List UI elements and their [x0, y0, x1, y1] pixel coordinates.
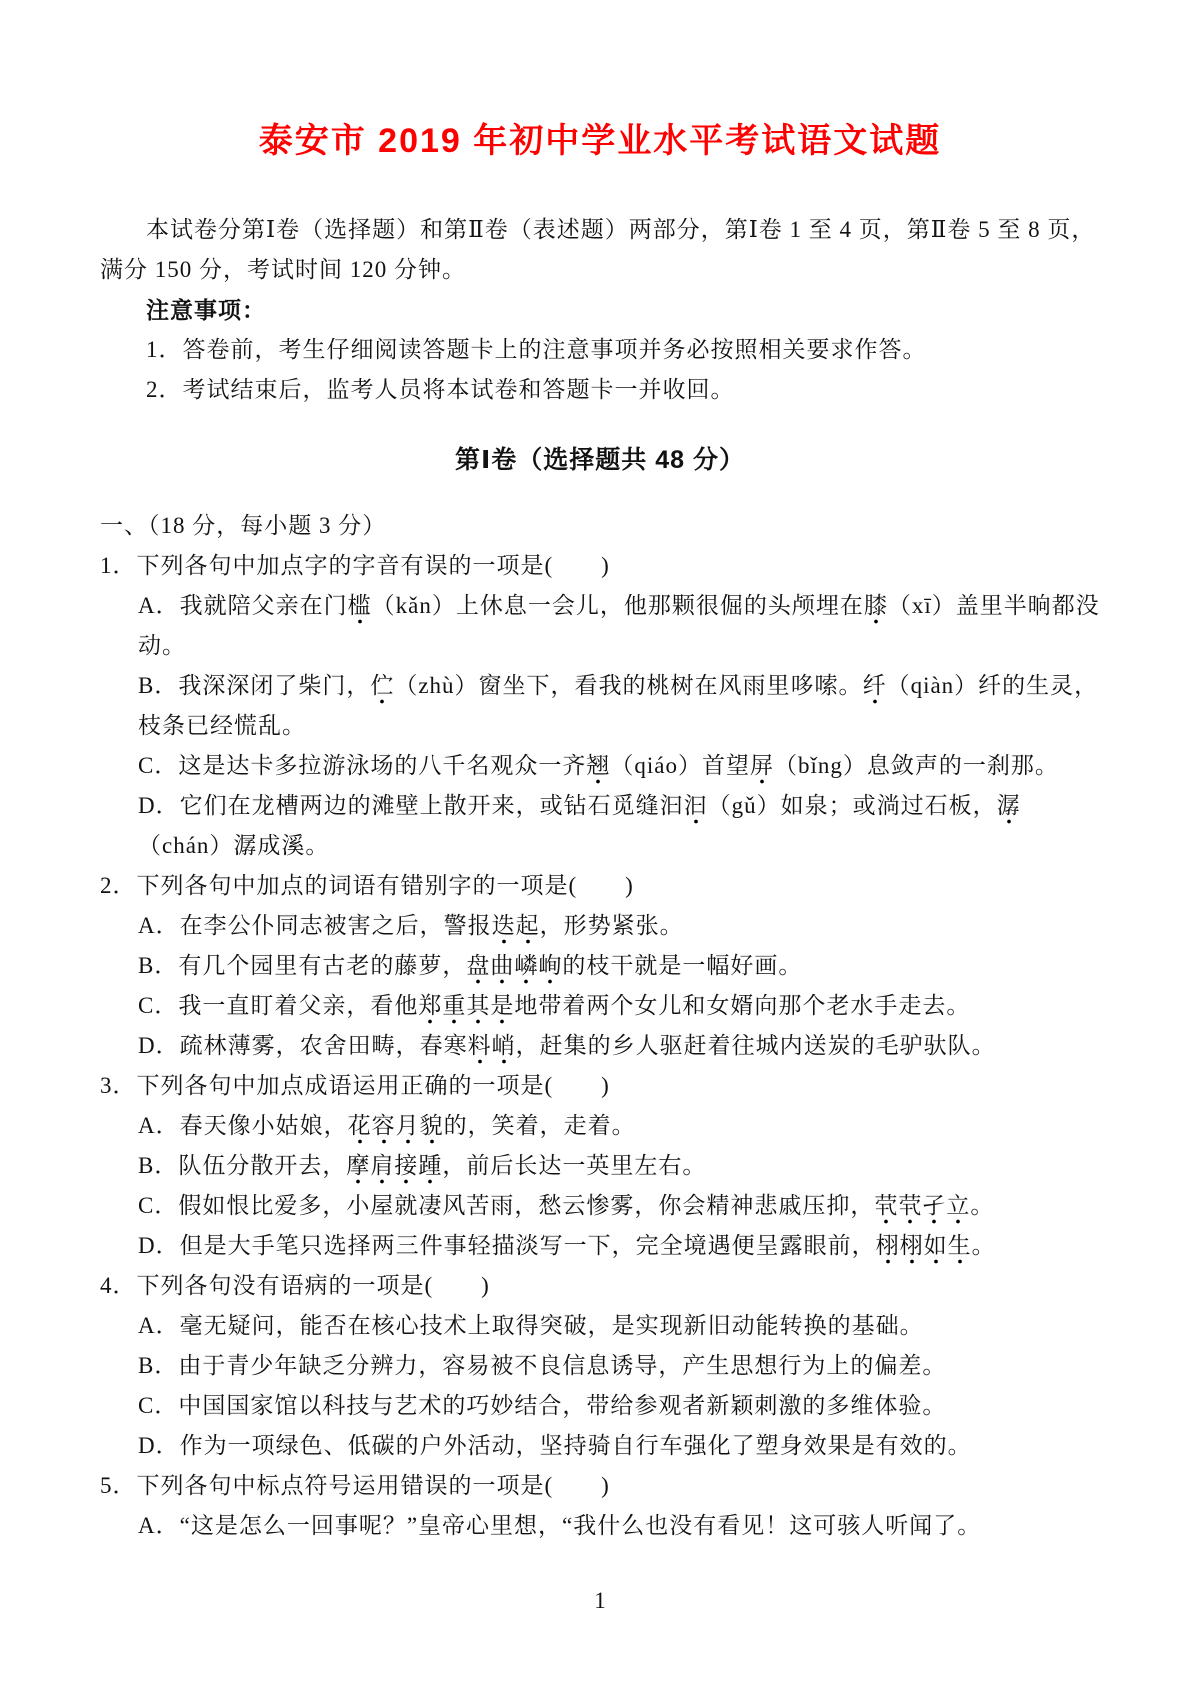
section-heading: 第Ⅰ卷（选择题共 48 分）	[454, 446, 745, 474]
question	[100, 1266, 1100, 1466]
question-option: B．队伍分散开去，摩肩接踵，前后长达一英里左右。	[138, 1146, 1100, 1186]
emphasized-text: 郑重其是	[418, 993, 514, 1025]
question-stem: 4．下列各句没有语病的一项是( )	[100, 1273, 490, 1298]
question-option: D．但是大手笔只选择两三件事轻描淡写一下，完全境遇便呈露眼前，栩栩如生。	[138, 1226, 1100, 1266]
emphasized-text: 翘	[586, 753, 610, 785]
question-stem: 5．下列各句中标点符号运用错误的一项是( )	[100, 1473, 610, 1498]
question-option: C．这是达卡多拉游泳场的八千名观众一齐翘（qiáo）首望屏（bǐng）息敛声的一刹那。	[138, 746, 1100, 786]
page-title: 泰安市 2019 年初中学业水平考试语文试题	[258, 122, 942, 160]
notice-heading: 注意事项：	[146, 297, 266, 323]
question-stem: 1．下列各句中加点字的字音有误的一项是( )	[100, 553, 610, 578]
question	[100, 1466, 1100, 1546]
emphasized-text: 料峭	[468, 1033, 516, 1065]
emphasized-text: 屏	[750, 753, 774, 785]
question-option: A．在李公仆同志被害之后，警报迭起，形势紧张。	[138, 906, 1100, 946]
questions	[100, 546, 1100, 1546]
emphasized-text: 潺	[997, 793, 1021, 825]
question	[100, 546, 1100, 866]
emphasized-text: 纤	[863, 673, 887, 705]
question-stem: 2．下列各句中加点的词语有错别字的一项是( )	[100, 873, 634, 898]
emphasized-text: 槛	[348, 593, 372, 625]
question-option: A．春天像小姑娘，花容月貌的，笑着，走着。	[138, 1106, 1100, 1146]
question	[100, 866, 1100, 1066]
question-option: C．中国国家馆以科技与艺术的巧妙结合，带给参观者新颖刺激的多维体验。	[138, 1393, 947, 1418]
question-option: C．假如恨比爱多，小屋就凄风苦雨，愁云惨雾，你会精神悲戚压抑，茕茕孑立。	[138, 1186, 1100, 1226]
question-option: A．我就陪父亲在门槛（kǎn）上休息一会儿，他那颗很倔的头颅埋在膝（xī）盖里半晌都没动。	[138, 593, 1100, 658]
question-option: B．由于青少年缺乏分辨力，容易被不良信息诱导，产生思想行为上的偏差。	[138, 1353, 947, 1378]
question-stem: 3．下列各句中加点成语运用正确的一项是( )	[100, 1073, 610, 1098]
question-option: D．它们在龙槽两边的滩壁上散开来，或钻石觅缝汩汩（gǔ）如泉；或淌过石板，潺（chán）潺成溪。	[138, 793, 1021, 858]
emphasized-text: 栩栩如生	[876, 1233, 972, 1265]
page-number: 1	[594, 1588, 606, 1613]
emphasized-text: 摩肩接踵	[346, 1153, 442, 1185]
notice-item: 2．考试结束后，监考人员将本试卷和答题卡一并收回。	[146, 377, 735, 402]
question-option: A．毫无疑问，能否在核心技术上取得突破，是实现新旧动能转换的基础。	[138, 1313, 924, 1338]
emphasized-text: 迭起	[492, 913, 540, 945]
question-option: B．我深深闭了柴门，伫（zhù）窗坐下，看我的桃树在风雨里哆嗦。纤（qiàn）纤的生灵，枝条已经慌乱。	[138, 673, 1099, 738]
question-option: D．作为一项绿色、低碳的户外活动，坚持骑自行车强化了塑身效果是有效的。	[138, 1433, 972, 1458]
notice-item: 1．答卷前，考生仔细阅读答题卡上的注意事项并务必按照相关要求作答。	[146, 337, 927, 362]
question-option: C．我一直盯着父亲，看他郑重其是地带着两个女儿和女婿向那个老水手走去。	[138, 986, 1100, 1026]
emphasized-text: 花容月貌	[348, 1113, 444, 1145]
question	[100, 1066, 1100, 1266]
emphasized-text: 盘曲嶙峋	[466, 953, 562, 985]
part-heading: 一、（18 分，每小题 3 分）	[100, 513, 387, 538]
question-option: B．有几个园里有古老的藤萝，盘曲嶙峋的枝干就是一幅好画。	[138, 946, 1100, 986]
question-option: D．疏林薄雾，农舍田畴，春寒料峭，赶集的乡人驱赶着往城内送炭的毛驴驮队。	[138, 1026, 1100, 1066]
intro-paragraph: 本试卷分第Ⅰ卷（选择题）和第Ⅱ卷（表述题）两部分，第Ⅰ卷 1 至 4 页，第Ⅱ卷 5 至 8 页，满分 150 分，考试时间 120 分钟。	[100, 217, 1096, 282]
question-option: A．“这是怎么一回事呢？”皇帝心里想，“我什么也没有看见！这可骇人听闻了。	[138, 1513, 982, 1538]
emphasized-text: 伫	[370, 673, 394, 705]
emphasized-text: 膝	[864, 593, 888, 625]
emphasized-text: 茕茕孑立	[874, 1193, 970, 1225]
emphasized-text: 汩	[684, 793, 708, 825]
